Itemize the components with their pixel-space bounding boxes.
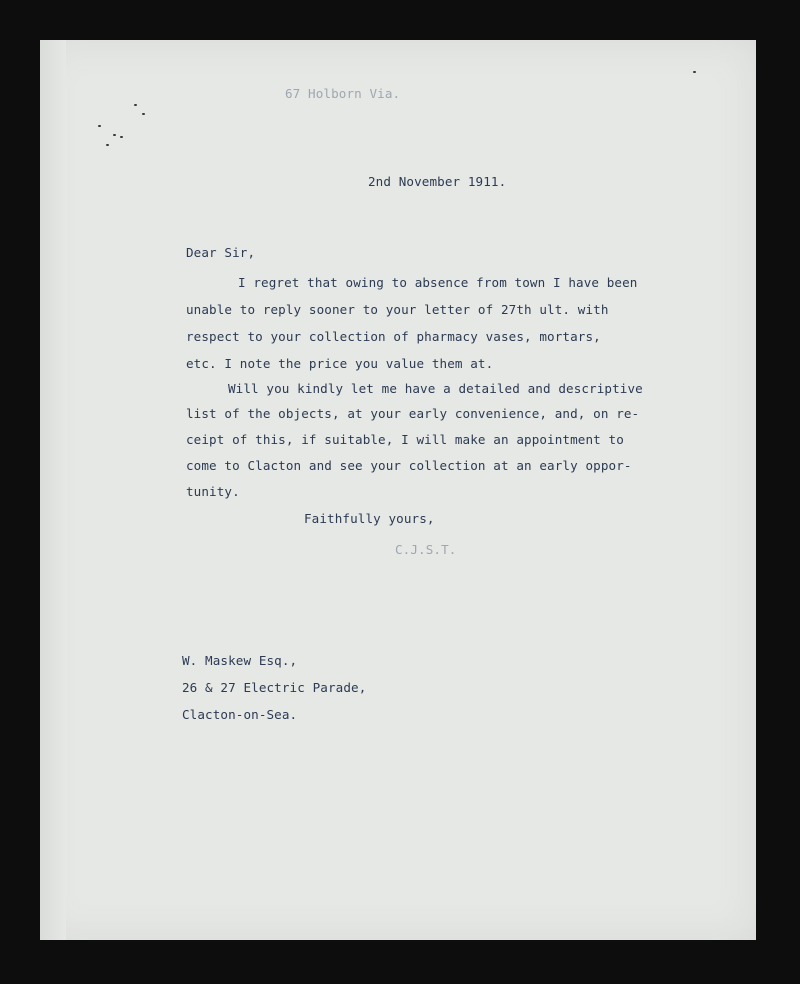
body-line: tunity.	[186, 484, 240, 499]
body-line: etc. I note the price you value them at.	[186, 356, 494, 371]
ink-mark	[113, 134, 116, 136]
ink-mark	[142, 113, 145, 115]
body-line: ceipt of this, if suitable, I will make an appointment to	[186, 432, 624, 447]
body-line: come to Clacton and see your collection at an early oppor-	[186, 458, 632, 473]
body-line: list of the objects, at your early convenience, and, on re-	[186, 406, 640, 421]
ink-mark	[106, 144, 109, 146]
ink-mark	[134, 104, 137, 106]
body-line: respect to your collection of pharmacy vases, mortars,	[186, 329, 601, 344]
letter-date: 2nd November 1911.	[368, 174, 507, 189]
closing: Faithfully yours,	[304, 511, 435, 526]
paper-edge	[40, 40, 66, 940]
recipient-address-line: 26 & 27 Electric Parade,	[182, 680, 367, 695]
recipient-name: W. Maskew Esq.,	[182, 653, 298, 668]
body-line: Will you kindly let me have a detailed and descriptive	[228, 381, 643, 396]
ink-mark	[120, 136, 123, 138]
signature-initials: C.J.S.T.	[395, 542, 457, 557]
body-line: unable to reply sooner to your letter of 27th ult. with	[186, 302, 609, 317]
body-line: I regret that owing to absence from town I have been	[238, 275, 638, 290]
letterhead-address: 67 Holborn Via.	[285, 86, 401, 101]
ink-mark	[98, 125, 101, 127]
recipient-address-line: Clacton-on-Sea.	[182, 707, 298, 722]
salutation: Dear Sir,	[186, 245, 256, 260]
ink-mark	[693, 71, 696, 73]
